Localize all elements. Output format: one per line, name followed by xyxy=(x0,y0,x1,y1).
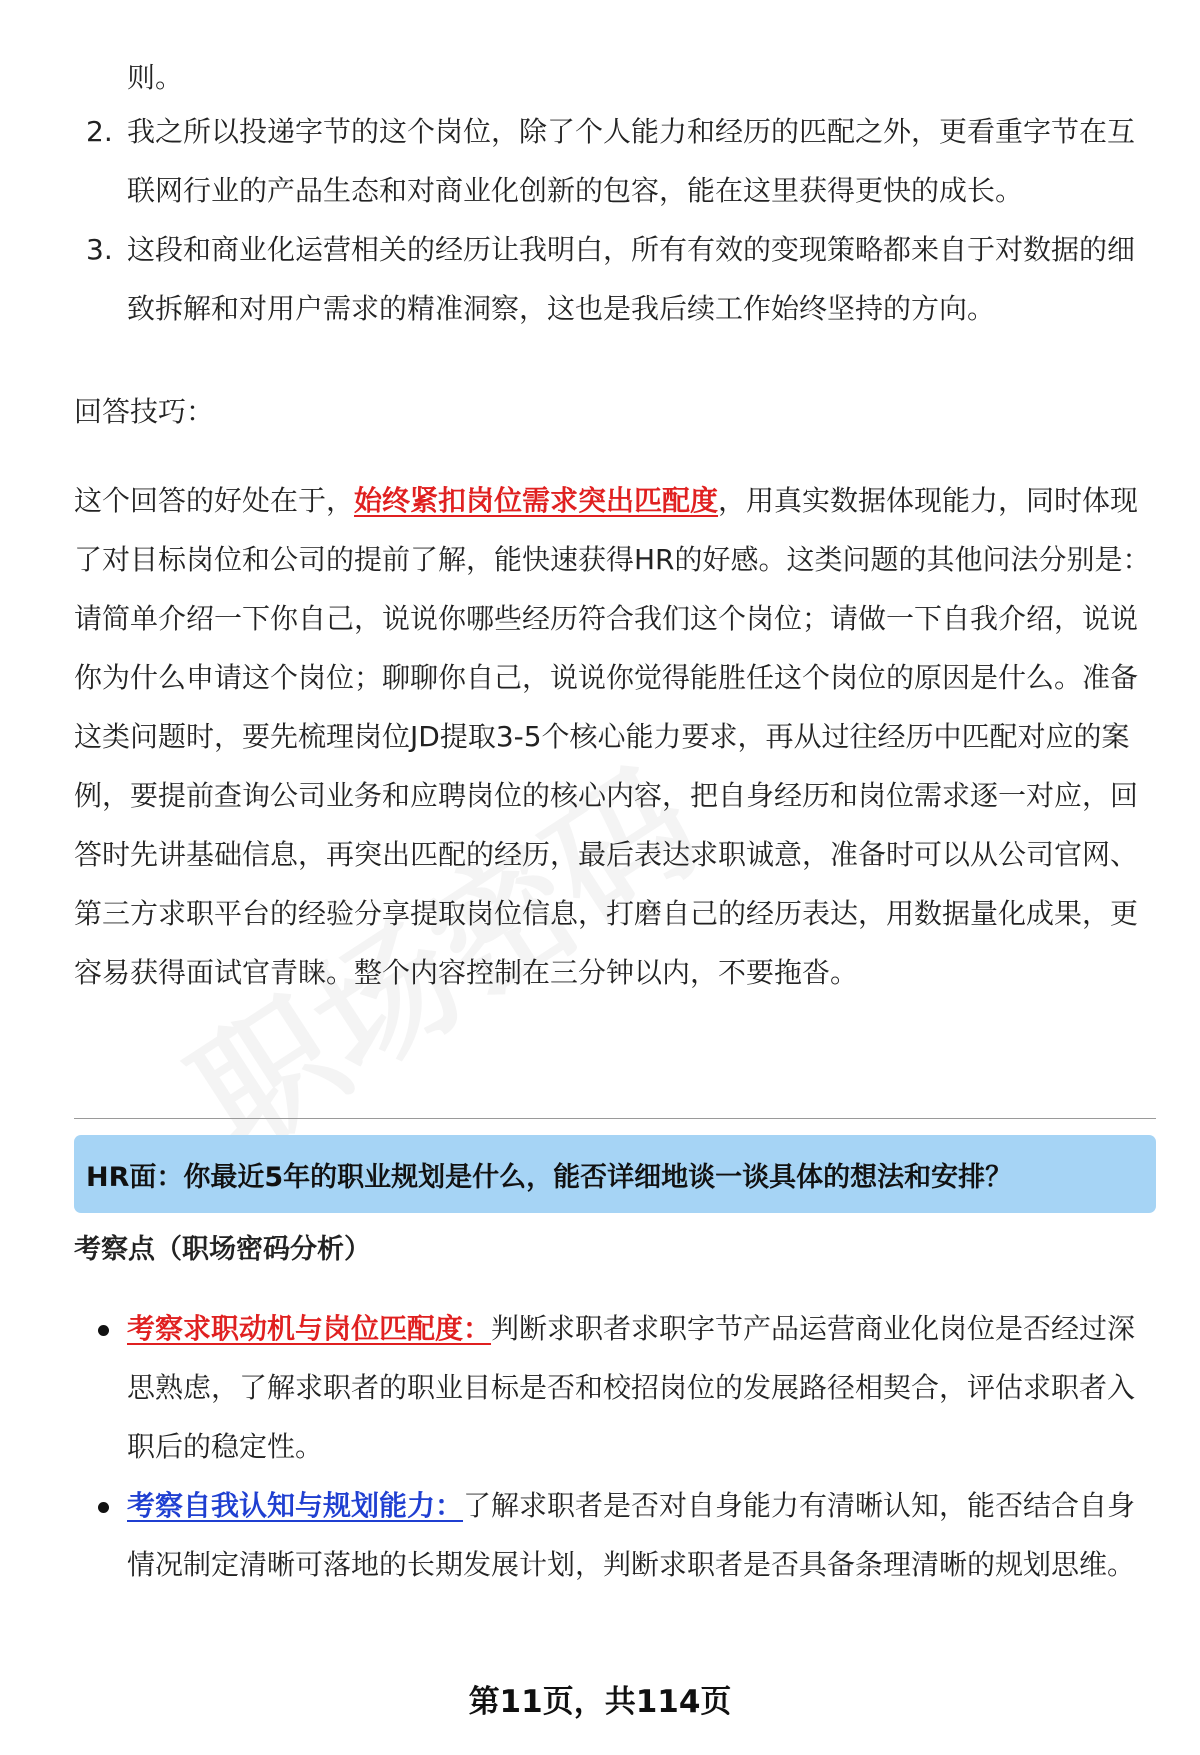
bullet-icon xyxy=(98,1502,109,1513)
tips-paragraph xyxy=(74,471,1156,1002)
bullet-icon xyxy=(98,1325,109,1336)
list-item-continuation: 则。 xyxy=(127,61,184,94)
analysis-point-text xyxy=(127,1299,1147,1476)
analysis-title: 考察点（职场密码分析） xyxy=(74,1234,371,1265)
question-text: HR面：你最近5年的职业规划是什么，能否详细地谈一谈具体的想法和安排？ xyxy=(86,1161,1013,1193)
analysis-point-label: 考察自我认知与规划能力： xyxy=(127,1489,464,1522)
list-number: 2. xyxy=(86,115,113,148)
tips-heading: 回答技巧： xyxy=(74,395,215,428)
question-banner xyxy=(74,1135,1156,1213)
page-number: 第11页，共114页 xyxy=(468,1684,732,1720)
list-item-text: 我之所以投递字节的这个岗位，除了个人能力和经历的匹配之外，更看重字节在互联网行业的产品生态和对商业化创新的包容，能在这里获得更快的成长。 xyxy=(127,115,1136,207)
analysis-point-text xyxy=(127,1476,1147,1594)
numbered-list-item xyxy=(86,102,1146,220)
list-number: 3. xyxy=(86,233,113,266)
list-item-text: 这段和商业化运营相关的经历让我明白，所有有效的变现策略都来自于对数据的细致拆解和对用户需求的精准洞察，这也是我后续工作始终坚持的方向。 xyxy=(127,233,1136,325)
section-divider xyxy=(74,1118,1156,1119)
numbered-list-item xyxy=(86,220,1146,338)
analysis-point-label: 考察求职动机与岗位匹配度： xyxy=(127,1312,492,1345)
analysis-point-body: 判断求职者求职字节产品运营商业化岗位是否经过深思熟虑，了解求职者的职业目标是否和校招岗位的发展路径相契合，评估求职者入职后的稳定性。 xyxy=(127,1312,1136,1463)
tips-intro: 这个回答的好处在于， xyxy=(74,484,355,517)
analysis-point-body: 了解求职者是否对自身能力有清晰认知，能否结合自身情况制定清晰可落地的长期发展计划，判断求职者是否具备条理清晰的规划思维。 xyxy=(127,1489,1136,1581)
analysis-point xyxy=(96,1299,1146,1476)
tips-body: ，用真实数据体现能力，同时体现了对目标岗位和公司的提前了解，能快速获得HR的好感。这类问题的其他问法分别是：请简单介绍一下你自己，说说你哪些经历符合我们这个岗位；请做一下自我介绍，说说你为什么申请这个岗位；聊聊你自己，说说你觉得能胜任这个岗位的原因是什么。准备这类问题时，要先梳理岗位JD提取3-5个核心能力要求，再从过往经历中匹配对应的案例，要提前查询公司业务和应聘岗位的核心内容，把自身经历和岗位需求逐一对应，回答时先讲基础信息，再突出匹配的经历，最后表达求职诚意，准备时可以从公司官网、第三方求职平台的经验分享提取岗位信息，打磨自己的经历表达，用数据量化成果，更容易获得面试官青睐。整个内容控制在三分钟以内，不要拖沓。 xyxy=(74,484,1151,989)
tips-highlight: 始终紧扣岗位需求突出匹配度 xyxy=(354,484,719,517)
analysis-point xyxy=(96,1476,1146,1653)
